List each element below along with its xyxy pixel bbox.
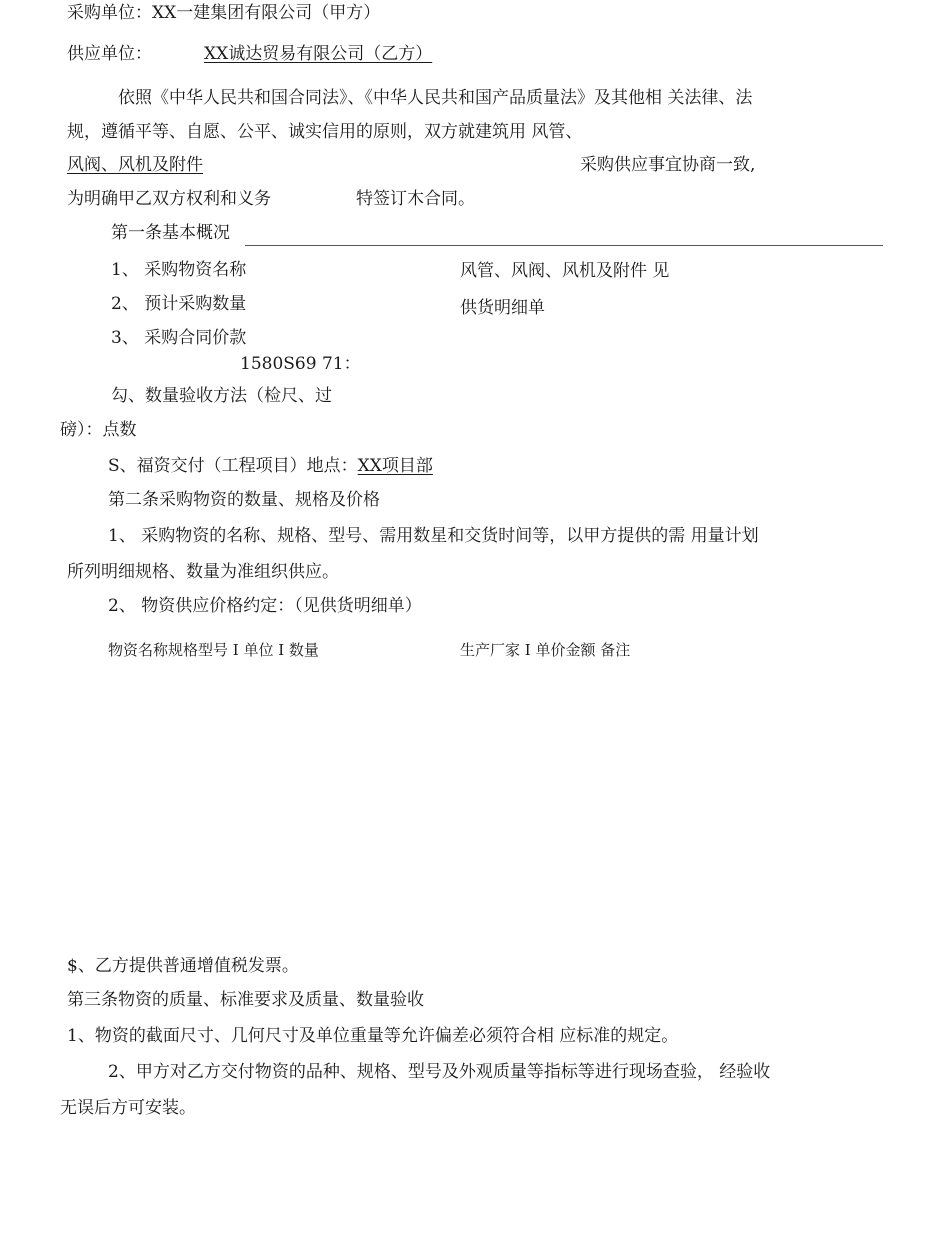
article-1-item-2-label: 2、 预计采购数量 — [111, 294, 247, 314]
article-2-item-2: 2、 物资供应价格约定：（见供货明细单） — [108, 596, 422, 616]
preamble-line-1: 依照《中华人民共和国合同法》、《中华人民共和国产品质量法》及其他相 关法律、法 — [118, 88, 753, 108]
price-table-header-right: 生产厂家 I 单价金额 备注 — [460, 641, 631, 659]
article-1-rule — [245, 245, 883, 246]
preamble-line-4-left: 为明确甲乙双方权利和义务 — [67, 189, 271, 209]
article-3-item-1: 1、物资的截面尺寸、几何尺寸及单位重量等允许偏差必须符合相 应标准的规定。 — [67, 1026, 679, 1046]
delivery-location-value: XX项目部 — [357, 456, 433, 476]
article-1-item-5 — [108, 455, 433, 477]
article-1-item-2-value: 供货明细单 — [460, 298, 545, 318]
article-1-item-1-label: 1、 采购物资名称 — [111, 260, 247, 280]
article-2-title: 第二条采购物资的数量、规格及价格 — [108, 490, 380, 510]
preamble-line-2: 规，遵循平等、自愿、公平、诚实信用的原则，双方就建筑用 风管、 — [67, 122, 583, 142]
article-1-title: 第一条基本概况 — [111, 223, 230, 243]
article-1-item-4-line-2: 磅）：点数 — [60, 420, 137, 440]
article-3-item-2-line-2: 无误后方可安装。 — [60, 1098, 196, 1118]
price-table-header-left: 物资名称规格型号 I 单位 I 数量 — [108, 641, 319, 659]
article-1-item-3-value: 1580S69 71： — [240, 354, 361, 374]
article-1-item-3-label: 3、 采购合同价款 — [111, 328, 247, 348]
supplier-label: 供应单位： — [67, 44, 152, 64]
article-2-item-1-line-2: 所列明细规格、数量为准组织供应。 — [67, 562, 339, 582]
article-1-item-4-line-1: 勾、数量验收方法（检尺、过 — [111, 386, 332, 406]
delivery-location-label: S、福资交付（工程项目）地点： — [108, 456, 358, 476]
article-1-item-1-value: 风管、风阀、风机及附件 见 — [460, 261, 670, 281]
preamble-line-3-left: 风阀、风机及附件 — [67, 155, 203, 175]
preamble-line-4-right: 特签订木合同。 — [356, 189, 475, 209]
article-3-title: 第三条物资的质量、标准要求及质量、数量验收 — [67, 990, 424, 1010]
buyer-label: 采购单位： — [67, 3, 152, 23]
article-2-item-1-line-1: 1、 采购物资的名称、规格、型号、需用数星和交货时间等，以甲方提供的需 用量计划 — [108, 526, 759, 546]
preamble-line-3-right: 采购供应事宜协商一致, — [580, 155, 756, 175]
article-3-item-2-line-1: 2、甲方对乙方交付物资的品种、规格、型号及外观质量等指标等进行现场查验， 经验收 — [108, 1062, 771, 1082]
buyer-line — [67, 2, 380, 24]
buyer-name: XX一建集团有限公司（甲方） — [152, 3, 381, 23]
article-2-invoice: $、乙方提供普通增值税发票。 — [67, 956, 299, 976]
supplier-name: XX诚达贸易有限公司（乙方） — [204, 44, 433, 64]
